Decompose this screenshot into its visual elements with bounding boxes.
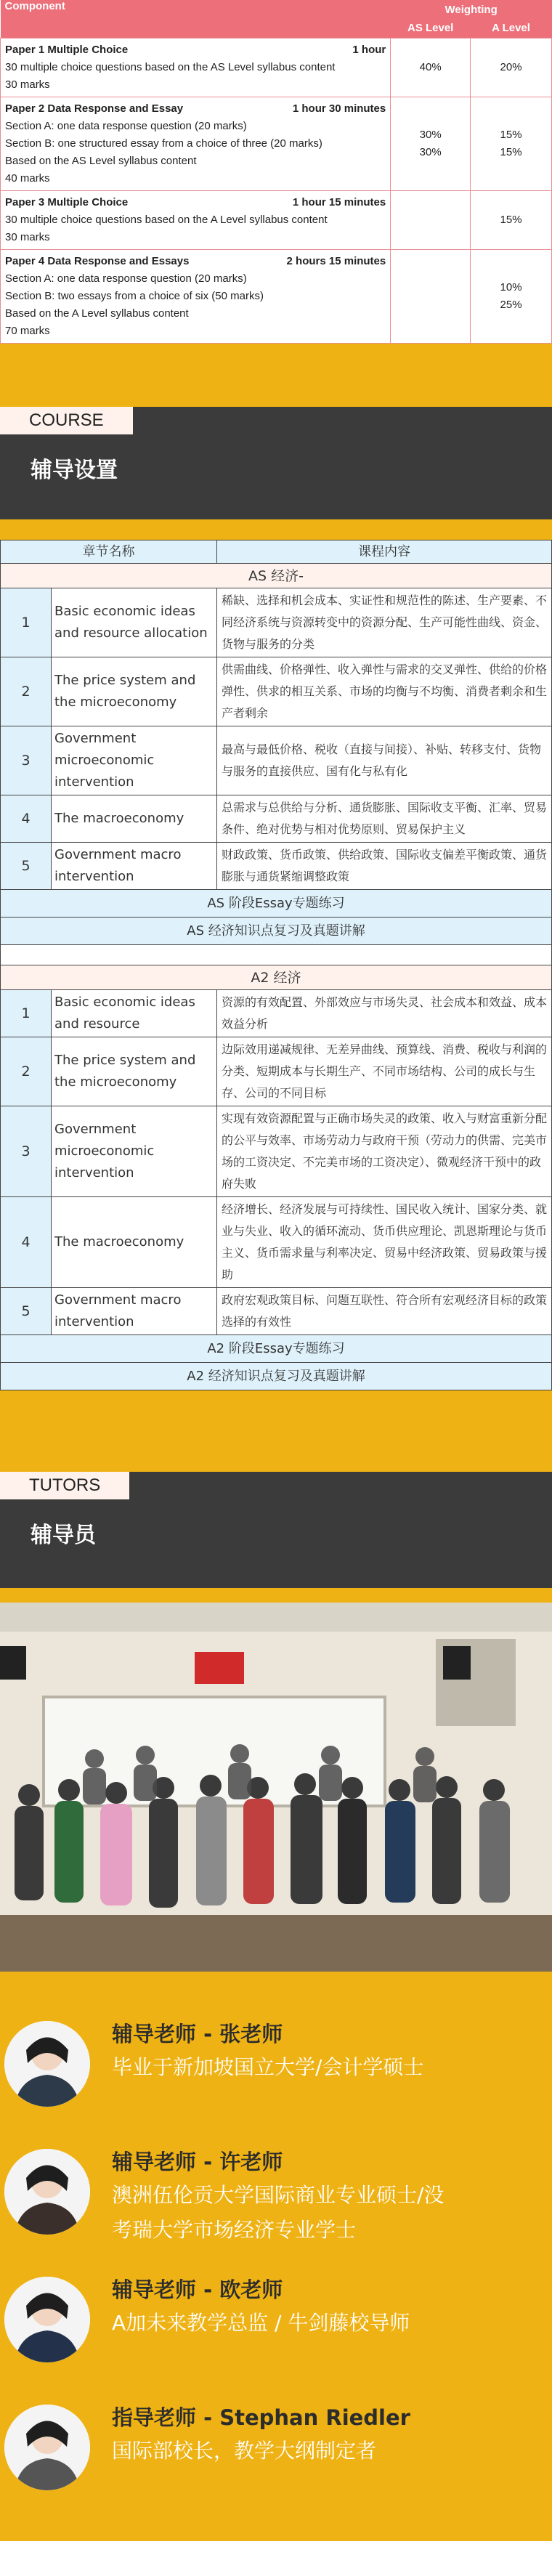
paper-title: Paper 2 Data Response and Essay [5,102,184,115]
chapter-topic: Government microeconomic intervention [52,1106,217,1197]
course-row [1,1197,552,1288]
chapter-topic: Government microeconomic intervention [52,726,217,795]
chapter-number: 4 [1,1197,52,1288]
weighting-header: Weighting [391,0,552,19]
chapter-topic: The macroeconomy [52,795,217,843]
as-level-weight [391,190,471,249]
part-title: A2 经济 [1,965,552,990]
paper-detail-line: Section B: two essays from a choice of six (50 marks) [5,289,264,302]
course-row [1,1106,552,1197]
group-photo [0,1603,552,1972]
chapter-number: 2 [1,657,52,726]
course-row [1,1037,552,1106]
chapter-number: 1 [1,588,52,657]
divider-strip [0,519,552,540]
tutors-tag: TUTORS [0,1472,129,1499]
part-title: AS 经济- [1,564,552,588]
course-row [1,1288,552,1335]
tutor-name: 辅导老师 - 欧老师 [112,2277,283,2302]
tutor-description: 国际部校长，教学大纲制定者 [112,2439,377,2463]
paper-detail-line: Section A: one data response question (20 marks) [5,119,247,132]
tutor-card [0,2391,552,2519]
tutors-header [0,1472,552,1588]
paper-detail-line: 40 marks [5,171,50,185]
chapter-number: 1 [1,990,52,1037]
course-table [0,540,552,1390]
course-row [1,990,552,1037]
paper-heading [5,41,386,59]
tutors-title: 辅导员 [31,1523,96,1548]
content-header: 课程内容 [217,540,552,564]
as-level-weight: 30% 30% [391,97,471,190]
chapter-content: 实现有效资源配置与正确市场失灵的政策、收入与财富重新分配的公平与效率、市场劳动力与政府干预（劳动力的供需、完美市场的工资决定、不完美市场的工资决定）、微观经济干预中的政府失败 [217,1106,552,1197]
paper-detail-line: Section B: one structured essay from a choice of three (20 marks) [5,137,322,150]
paper-detail-line: 30 multiple choice questions based on the A Level syllabus content [5,213,328,226]
tutor-info [112,2018,423,2085]
a2-rows [1,965,552,1390]
paper-duration: 2 hours 15 minutes [286,254,386,267]
chapter-topic: The price system and the microeconomy [52,1037,217,1106]
extra-topic: AS 经济知识点复习及真题讲解 [1,918,552,945]
course-tag: COURSE [0,407,133,434]
tutor-info [112,2274,410,2341]
divider-strip [0,1588,552,1603]
extra-row [1,1363,552,1390]
chapter-content: 边际效用递减规律、无差异曲线、预算线、消费、税收与利润的分类、短期成本与长期生产、不同市场结构、公司的成长与生存、公司的不同目标 [217,1037,552,1106]
tutor-avatar [4,2277,90,2362]
paper-component-cell [1,97,391,190]
extra-row [1,1335,552,1363]
classroom-photo-image [0,1603,552,1972]
tutors-list [0,1972,552,2541]
tutor-avatar [4,2405,90,2490]
tutor-card [0,2136,552,2264]
paper-duration: 1 hour [352,43,386,56]
paper-title: Paper 3 Multiple Choice [5,195,129,208]
part-title-row [1,564,552,588]
tutor-name: 辅导老师 - 许老师 [112,2150,283,2174]
course-row [1,657,552,726]
tutor-description: 毕业于新加坡国立大学/会计学硕士 [112,2055,424,2079]
paper-heading [5,253,386,270]
course-section [0,540,552,1472]
chapter-number: 5 [1,1288,52,1335]
paper-duration: 1 hour 15 minutes [292,195,386,208]
chapter-topic: Government macro intervention [52,1288,217,1335]
chapter-content: 最高与最低价格、税收（直接与间接）、补贴、转移支付、货物与服务的直接供应、国有化与私有化 [217,726,552,795]
tutor-card [0,2008,552,2136]
paper-duration: 1 hour 30 minutes [292,102,386,115]
tutor-name: 辅导老师 - 张老师 [112,2022,283,2046]
as-level-weight: 40% [391,38,471,97]
as-rows [1,564,552,945]
tutor-info [112,2402,410,2468]
extra-row [1,918,552,945]
tutor-card [0,2264,552,2391]
chapter-content: 总需求与总供给与分析、通货膨胀、国际收支平衡、汇率、贸易条件、绝对优势与相对优势原则、贸易保护主义 [217,795,552,843]
chapter-topic: The macroeconomy [52,1197,217,1288]
chapter-content: 经济增长、经济发展与可持续性、国民收入统计、国家分类、就业与失业、收入的循环流动、货币供应理论、凯恩斯理论与货币主义、货币需求量与利率决定、贸易中经济政策、贸易政策与援助 [217,1197,552,1288]
course-row [1,726,552,795]
extra-row [1,890,552,918]
course-gap [0,1390,552,1472]
paper-row [1,190,552,249]
extra-topic: AS 阶段Essay专题练习 [1,890,552,918]
paper-title: Paper 1 Multiple Choice [5,43,129,56]
paper-component-cell [1,249,391,343]
chapter-number: 5 [1,843,52,890]
course-title: 辅导设置 [31,458,118,483]
tutor-info [112,2146,444,2248]
chapter-topic: Basic economic ideas and resource allocation [52,588,217,657]
tutor-avatar [4,2149,90,2235]
course-header [0,407,552,519]
chapter-content: 稀缺、选择和机会成本、实证性和规范性的陈述、生产要素、不同经济系统与资源转变中的资源分配、生产可能性曲线、资金、货物与服务的分类 [217,588,552,657]
paper-detail-line: Based on the A Level syllabus content [5,307,189,320]
paper-component-cell [1,190,391,249]
as-level-header: AS Level [391,19,471,38]
a-level-header: A Level [471,19,552,38]
component-header: Component [1,0,391,38]
course-row [1,843,552,890]
paper-row [1,249,552,343]
paper-detail-line: Based on the AS Level syllabus content [5,154,197,167]
extra-topic: A2 经济知识点复习及真题讲解 [1,1363,552,1390]
paper-rows [1,38,552,343]
tutor-description: A加未来教学总监 / 牛剑藤校导师 [112,2311,410,2335]
paper-detail-line: 30 multiple choice questions based on the AS Level syllabus content [5,60,336,73]
chapter-content: 财政政策、货币政策、供给政策、国际收支偏差平衡政策、通货膨胀与通货紧缩调整政策 [217,843,552,890]
spacer-row [1,945,552,965]
chapter-content: 供需曲线、价格弹性、收入弹性与需求的交叉弹性、供给的价格弹性、供求的相互关系、市场的均衡与不均衡、消费者剩余和生产者剩余 [217,657,552,726]
course-row [1,795,552,843]
paper-detail-line: 30 marks [5,230,50,243]
assessment-section [0,0,552,407]
paper-row [1,97,552,190]
tutor-description: 考瑞大学市场经济专业学士 [112,2218,357,2242]
a-level-weight: 15% 15% [471,97,552,190]
chapter-topic: Basic economic ideas and resource [52,990,217,1037]
paper-row [1,38,552,97]
chapter-content: 资源的有效配置、外部效应与市场失灵、社会成本和效益、成本效益分析 [217,990,552,1037]
tutor-description: 澳洲伍伦贡大学国际商业专业硕士/没 [112,2183,445,2207]
paper-heading [5,194,386,211]
extra-topic: A2 阶段Essay专题练习 [1,1335,552,1363]
chapter-topic: The price system and the microeconomy [52,657,217,726]
paper-component-cell [1,38,391,97]
a-level-weight: 15% [471,190,552,249]
chapter-topic: Government macro intervention [52,843,217,890]
tutor-name: 指导老师 - Stephan Riedler [112,2405,410,2430]
chapter-content: 政府宏观政策目标、问题互联性、符合所有宏观经济目标的政策选择的有效性 [217,1288,552,1335]
paper-detail-line: 70 marks [5,324,50,337]
chapter-number: 3 [1,1106,52,1197]
chapter-number: 4 [1,795,52,843]
course-row [1,588,552,657]
a-level-weight: 10% 25% [471,249,552,343]
chapter-number: 3 [1,726,52,795]
assessment-table [0,0,552,344]
paper-detail-line: Section A: one data response question (20 marks) [5,272,247,285]
tutor-avatar [4,2021,90,2107]
part-title-row [1,965,552,990]
paper-title: Paper 4 Data Response and Essays [5,254,190,267]
paper-detail-line: 30 marks [5,78,50,91]
chapter-header: 章节名称 [1,540,217,564]
a-level-weight: 20% [471,38,552,97]
paper-heading [5,100,386,118]
chapter-number: 2 [1,1037,52,1106]
as-level-weight [391,249,471,343]
